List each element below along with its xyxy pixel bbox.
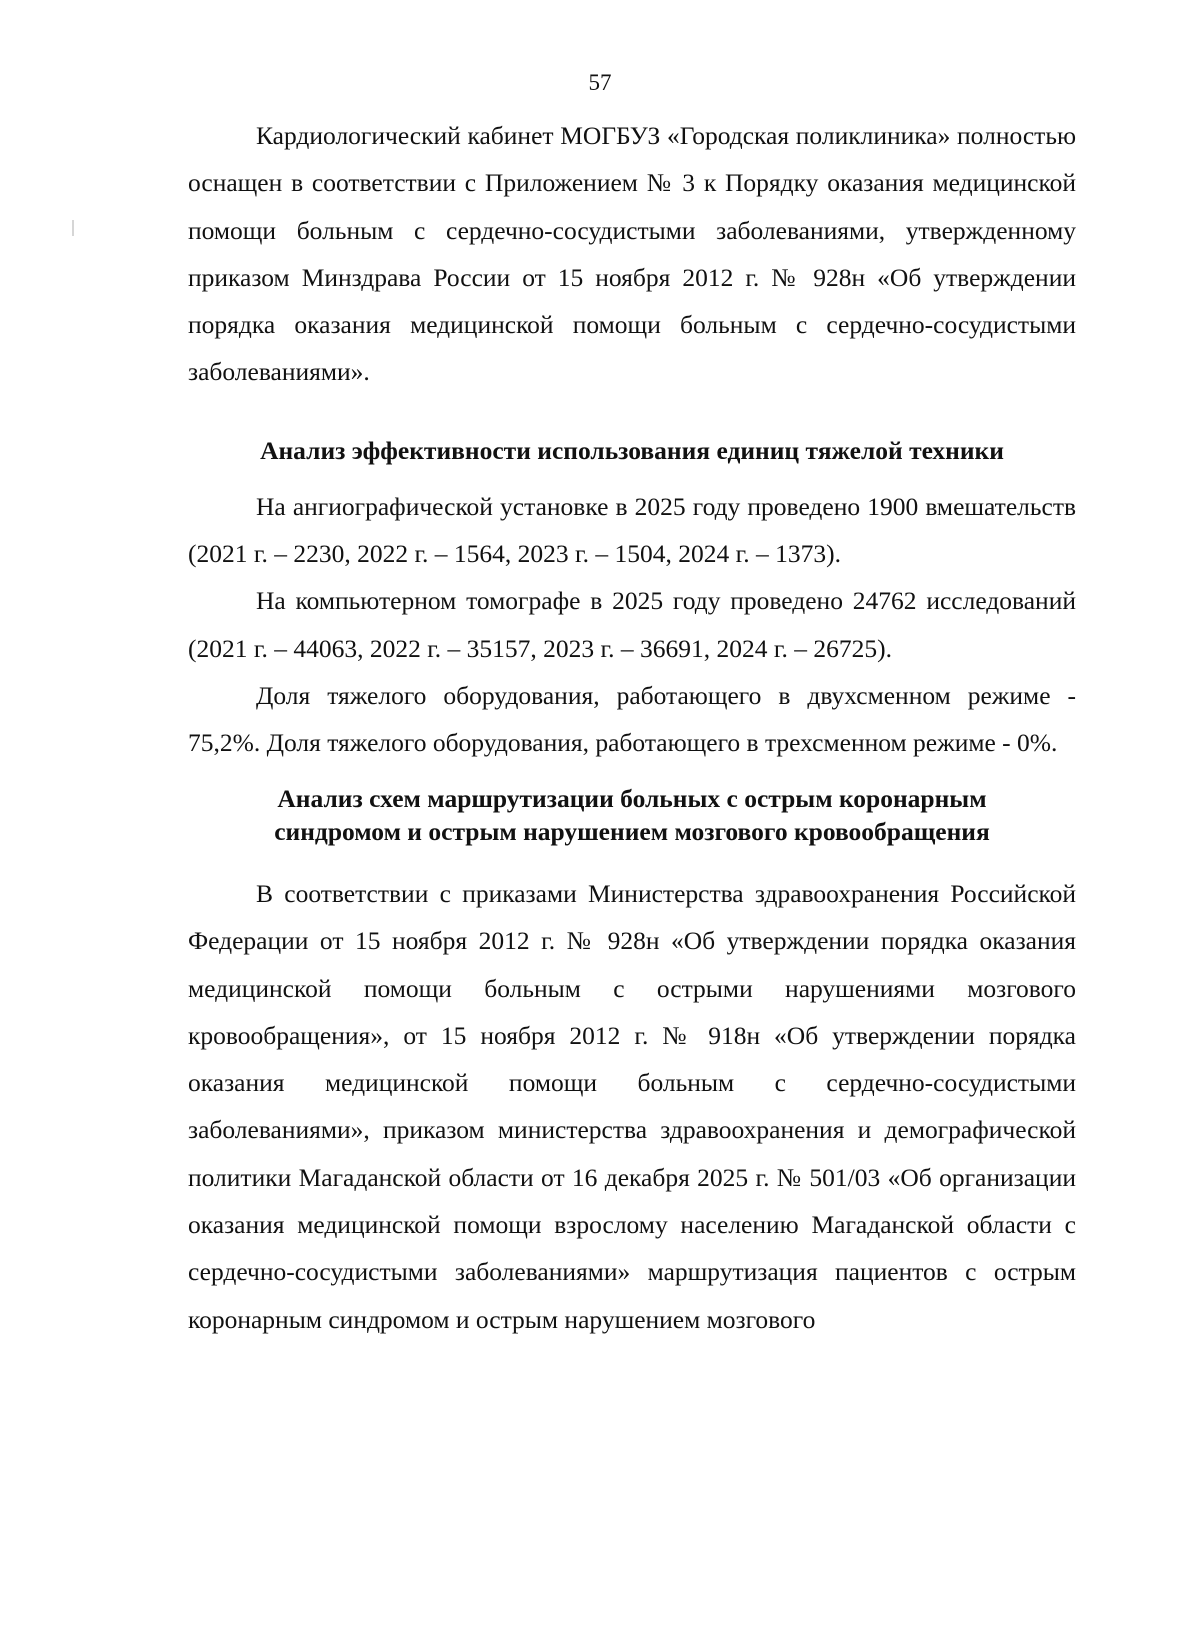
document-body <box>188 112 1076 1343</box>
heading-routing-analysis <box>188 782 1076 848</box>
paragraph-routing-orders: В соответствии с приказами Министерства здравоохранения Российской Федерации от 15 ноября 2012 г. № 928н «Об утверждении порядка оказания медицинской помощи больным с острыми нарушениями мозгового кровообращения», от 15 ноября 2012 г. № 918н «Об утверждении порядка оказания медицинской помощи больным с сердечно-сосудистыми заболеваниями», приказом министерства здравоохранения и демографической политики Магаданской области от 16 декабря 2025 г. № 501/03 «Об организации оказания медицинской помощи взрослому населению Магаданской области с сердечно-сосудистыми заболеваниями» маршрутизация пациентов с острым коронарным синдромом и острым нарушением мозгового <box>188 878 1076 1334</box>
page-number: 57 <box>588 70 612 95</box>
paragraph-ct-scanner: На компьютерном томографе в 2025 году проведено 24762 исследований (2021 г. – 44063, 2022 г. – 35157, 2023 г. – 36691, 2024 г. – 26725). <box>188 586 1076 663</box>
paragraph-equipment-shifts: Доля тяжелого оборудования, работающего в двухсменном режиме - 75,2%. Доля тяжелого оборудования, работающего в трехсменном режиме - 0%. <box>188 680 1076 757</box>
heading-heavy-equipment-analysis: Анализ эффективности использования единиц тяжелой техники <box>260 435 1004 465</box>
paragraph-angiography: На ангиографической установке в 2025 году проведено 1900 вмешательств (2021 г. – 2230, 2022 г. – 1564, 2023 г. – 1504, 2024 г. – 1373). <box>188 491 1076 569</box>
heading-routing-line-2: синдромом и острым нарушением мозгового кровообращения <box>274 816 990 846</box>
paragraph-cardiology-office: Кардиологический кабинет МОГБУЗ «Городская поликлиника» полностью оснащен в соответствии с Приложением № 3 к Порядку оказания медицинской помощи больным с сердечно-сосудистыми заболеваниями, утвержденному приказом Минздрава России от 15 ноября 2012 г. № 928н «Об утверждении порядка оказания медицинской помощи больным с сердечно-сосудистыми заболеваниями». <box>188 121 1076 387</box>
scan-artifact <box>72 220 74 236</box>
heading-routing-line-1: Анализ схем маршрутизации больных с острым коронарным <box>277 783 987 813</box>
